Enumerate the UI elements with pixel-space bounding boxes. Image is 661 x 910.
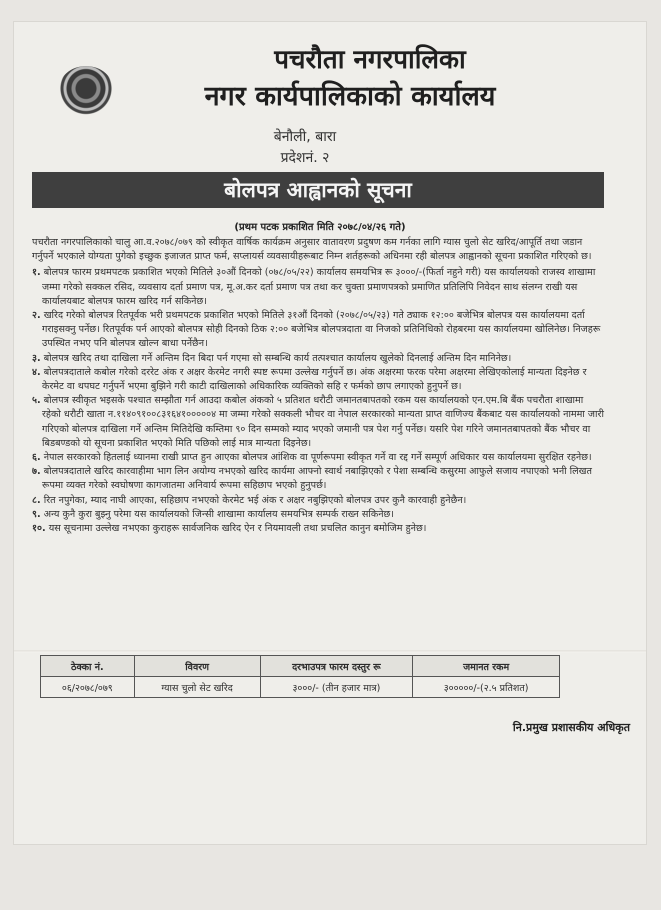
notice-rule — [32, 508, 604, 522]
table-cell: ०६/२०७८/०७९ — [41, 677, 135, 698]
notice-rule — [32, 494, 604, 508]
rule-number: ३. — [32, 352, 41, 364]
table-row — [41, 677, 560, 698]
paper-fold — [14, 650, 646, 653]
rule-number: ७. — [32, 466, 41, 478]
rule-text: रित नपुगेका, म्याद नाघी आएका, सहिछाप नभएको केरमेट भई अंक र अक्षर नबुझिएको बोलपत्र उपर कुनै कारवाही हुनेछैन। — [43, 494, 467, 506]
rule-number: ५. — [32, 395, 41, 407]
table-cell: ३०००००/-(२.५ प्रतिशत) — [413, 677, 560, 698]
rule-number: ४. — [32, 366, 41, 378]
table-cell: ग्यास चुलो सेट खरिद — [134, 677, 260, 698]
rule-text: बोलपत्र खरिद तथा दाखिला गर्ने अन्तिम दिन बिदा पर्न गएमा सो सम्बन्धि कार्य तत्पश्चात कार्यालय खुलेको दिनलाई अन्तिम दिन मानिनेछ। — [43, 352, 512, 364]
notice-rule — [32, 465, 604, 493]
notice-rule — [32, 522, 604, 536]
address-line-2: प्रदेशनं. २ — [280, 150, 330, 166]
rule-number: ६. — [32, 452, 41, 464]
rule-number: ९. — [32, 508, 41, 520]
rule-number: २. — [32, 310, 41, 322]
column-header: जमानत रकम — [413, 656, 560, 677]
table-cell: ३०००/- (तीन हजार मात्र) — [260, 677, 413, 698]
column-header: दरभाउपत्र फारम दस्तुर रू — [260, 656, 413, 677]
notice-rule — [32, 451, 604, 465]
rule-text: अन्य कुनै कुरा बुझ्नु परेमा यस कार्यालयको जिन्सी शाखामा कार्यालय समयभित्र सम्पर्क राख्न सकिनेछ। — [43, 508, 394, 520]
rule-text: नेपाल सरकारको हितलाई ध्यानमा राखी प्राप्त हुन आएका बोलपत्र आंशिक वा पूर्णरूपमा स्वीकृत गर्ने वा रद्द गर्ने सम्पूर्ण अधिकार यस कार्यालयमा सुरक्षित रहनेछ। — [43, 452, 592, 464]
notice-rule — [32, 352, 604, 366]
column-header: विवरण — [134, 656, 260, 677]
rule-text: बोलपत्र फारम प्रथमपटक प्रकाशित भएको मितिले ३०औं दिनको (०७८/०५/२२) कार्यालय समयभित्र रू ३०००/-(फिर्ता नहुने गरी) यस कार्यालयको राजस्व शाखामा जम्मा गरेको सक्कल रसिद, व्यवसाय दर्ता प्रमाण पत्र, मू.अ.कर दर्ता प्रमाण पत्र तथा कर चुक्ता प्रमाणपत्रको प्रमाणित प्रतिलिपि निवेदन साथ संलग्न राखी यस कार्यालयबाट बोलपत्र फारम खरिद गर्न सकिनेछ। — [42, 267, 596, 307]
notice-rule — [32, 266, 604, 309]
notice-rule — [32, 366, 604, 394]
notice-intro: पचरौता नगरपालिकाको चालु आ.व.२०७८/०७९ को स्वीकृत वार्षिक कार्यक्रम अनुसार वातावरण प्रदुषण कम गर्नका लागि ग्यास चुलो सेट खरिद/आपूर्ति तथा जडान गर्नुपर्ने भएकाले योग्यता पुगेको इच्छुक इजाजत प्राप्त फर्म, सप्लायर्स व्यवसायीहरूबाट निम्न शर्तहरूको अधिनमा रही बोलपत्र आह्वानको सूचना प्रकाशित गरिएको छ। — [32, 237, 592, 263]
office-name: नगर कार्यपालिकाको कार्यालय — [204, 81, 496, 112]
notice-rule — [32, 394, 604, 451]
publication-date: (प्रथम पटक प्रकाशित मिति २०७८/०४/२६ गते) — [234, 222, 406, 233]
municipality-name: पचरौता नगरपालिका — [274, 45, 466, 75]
rule-text: बोलपत्रदाताले कबोल गरेको दररेट अंक र अक्षर केरमेट नगरी स्पष्ट रूपमा उल्लेख गर्नुपर्ने छ। अंक अक्षरमा फरक परेमा अक्षरमा लेखिएकोलाई मान्यता दिइनेछ र केरमेट वा थपघट गर्नुपर्ने भएमा बुझिने गरी काटी दाखिलाको अधिकारिक व्यक्तिको सहि र फर्मको छाप लगाएको हुनुपर्ने छ। — [42, 366, 587, 393]
notice-title-banner: बोलपत्र आह्वानको सूचना — [32, 172, 604, 208]
rule-number: ८. — [32, 494, 41, 506]
rule-text: यस सूचनामा उल्लेख नभएका कुराहरू सार्वजनिक खरिद ऐन र नियमावली तथा प्रचलित कानुन बमोजिम हुनेछ। — [48, 523, 427, 535]
tender-table — [40, 655, 560, 698]
signatory-title: नि.प्रमुख प्रशासकीय अधिकृत — [512, 721, 630, 734]
rule-number: १. — [32, 267, 41, 279]
notice-rule — [32, 309, 604, 352]
rule-text: बोलपत्र स्वीकृत भइसके पश्चात सम्झौता गर्न आउदा कबोल अंकको ५ प्रतिशत धरौटी जमानतबापतको रकम यस कार्यालयको एन.एम.बि बैंक पचरौता शाखामा रहेको धरौटी खाता न.११४०९१००८३१६४१०००००४ मा जम्मा गरेको सक्कली भौचर वा नेपाल सरकारको मान्यता प्राप्त वाणिज्य बैंकबाट यस कार्यालयको नाममा जारी गरिएको बोलपत्र दाखिला गर्ने अन्तिम मितिदेखि कम्तिमा ९० दिन सम्मको म्याद भएको जमानी पत्र पेश गर्नु पर्नेछ। यसरि पेश गरिने जमानतबापतको बैंक भौचर वा बिडबण्डको यो सूचना प्रकाशित भएको मिति पछिको लाई मात्र मान्यता दिइनेछ। — [42, 395, 604, 449]
government-emblem-icon — [58, 66, 114, 116]
notice-body — [32, 236, 604, 536]
rule-text: बोलपत्रदाताले खरिद कारवाहीमा भाग लिन अयोग्य नभएको खरिद कार्यमा आफ्नो स्वार्थ नबाझिएको र पेशा सम्बन्धि कसुरमा आफुले सजाय नपाएको भनी लिखत रूपमा व्यक्त गरेको स्वघोषणा कागजातमा अनिवार्य रूपमा सहिछाप भएको हुनुपर्छ। — [42, 466, 592, 492]
rule-text: खरिद गरेको बोलपत्र रितपूर्वक भरी प्रथमपटक प्रकाशित भएको मितिले ३१औं दिनको (२०७८/०५/२३) गते ठ्याक १२:०० बजेभित्र बोलपत्र यस कार्यालयमा दर्ता गराइसक्नु पर्नेछ। रितपूर्वक पर्न आएको बोलपत्र सोही दिनको ठिक २:०० बजेभित्र बोलपत्रदाता वा निजको प्रतिनिधिको रोहबरमा यस कार्यालयमा खोलिनेछ। निजहरू उपस्थित नभए पनि बोलपत्र खोल्न बाधा पर्नेछैन। — [42, 310, 601, 350]
address-line-1: बेनौली, बारा — [273, 129, 337, 145]
table-header-row — [41, 656, 560, 677]
rule-number: १०. — [32, 523, 46, 535]
column-header: ठेक्का नं. — [41, 656, 135, 677]
